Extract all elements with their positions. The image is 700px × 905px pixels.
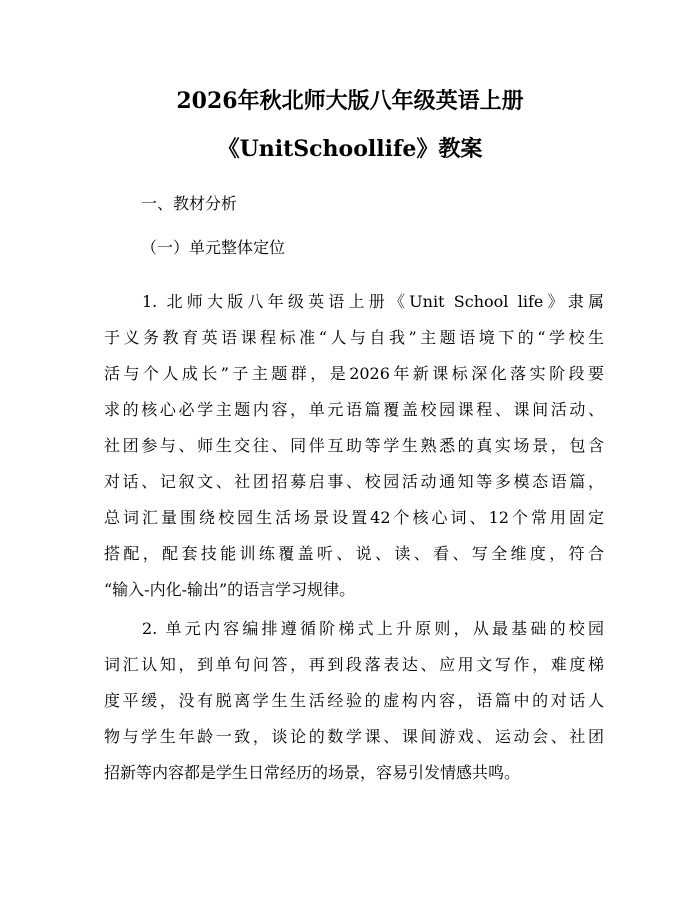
paragraph-line: 活与个人成长”子主题群，是2026年新课标深化落实阶段要 (104, 364, 604, 383)
paragraph-2 (104, 611, 604, 791)
paragraph-line: 对话、记叙文、社团招募启事、校园活动通知等多模态语篇， (104, 472, 604, 491)
paragraph-line: 词汇认知，到单句问答，再到段落表达、应用文写作，难度梯 (104, 655, 604, 674)
paragraph-line: 于义务教育英语课程标准“人与自我”主题语境下的“学校生 (104, 328, 604, 347)
paragraph-line: “输入-内化-输出”的语言学习规律。 (104, 580, 356, 599)
document-title-line-2: 《UnitSchoollife》教案 (217, 136, 483, 162)
paragraph-line: 1. 北师大版八年级英语上册《Unit School life》隶属 (142, 292, 604, 311)
paragraph-line: 2. 单元内容编排遵循阶梯式上升原则，从最基础的校园 (142, 619, 604, 638)
paragraph-line: 招新等内容都是学生日常经历的场景，容易引发情感共鸣。 (104, 763, 521, 782)
paragraph-line: 社团参与、师生交往、同伴互助等学生熟悉的真实场景，包含 (104, 436, 604, 455)
section-heading: 一、教材分析 (141, 194, 238, 213)
subsection-heading: （一）单元整体定位 (141, 238, 286, 257)
paragraph-line: 总词汇量围绕校园生活场景设置42个核心词、12个常用固定 (104, 508, 604, 527)
paragraph-1 (104, 284, 604, 608)
paragraph-line: 搭配，配套技能训练覆盖听、说、读、看、写全维度，符合 (104, 544, 604, 563)
paragraph-line: 度平缓，没有脱离学生生活经验的虚构内容，语篇中的对话人 (104, 691, 604, 710)
paragraph-line: 求的核心必学主题内容，单元语篇覆盖校园课程、课间活动、 (104, 400, 604, 419)
paragraph-line: 物与学生年龄一致，谈论的数学课、课间游戏、运动会、社团 (104, 727, 604, 746)
document-title-line-1: 2026年秋北师大版八年级英语上册 (176, 88, 524, 114)
